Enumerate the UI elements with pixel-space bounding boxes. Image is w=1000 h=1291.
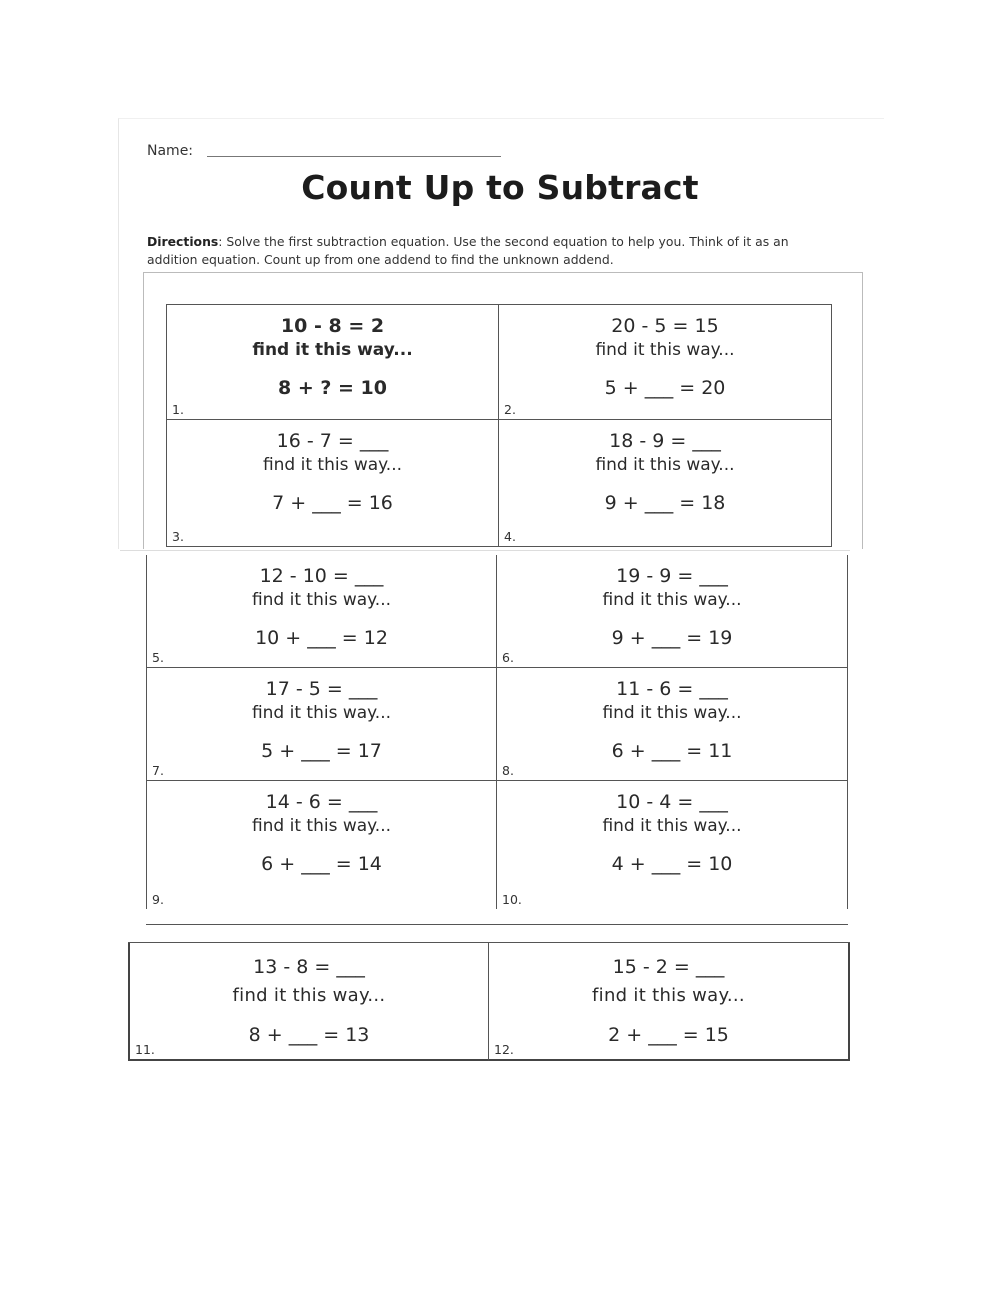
section-divider bbox=[120, 550, 850, 551]
problem-number: 5. bbox=[152, 650, 164, 665]
addition-equation: 2 + ___ = 15 bbox=[608, 1024, 729, 1046]
problem-number: 2. bbox=[504, 402, 516, 417]
addition-equation: 5 + ___ = 20 bbox=[604, 377, 726, 399]
problem-number: 1. bbox=[172, 402, 184, 417]
addition-equation: 10 + ___ = 12 bbox=[255, 627, 388, 649]
problem-number: 7. bbox=[152, 763, 164, 778]
hint-text: find it this way... bbox=[602, 703, 742, 723]
problem-cell bbox=[146, 668, 497, 781]
addition-equation: 6 + ___ = 14 bbox=[261, 853, 382, 875]
section-divider bbox=[146, 924, 848, 925]
hint-text: find it this way... bbox=[251, 703, 392, 723]
problem-cell bbox=[146, 781, 497, 909]
hint-text: find it this way... bbox=[252, 340, 413, 360]
problem-cell bbox=[499, 420, 832, 547]
directions-text: : Solve the first subtraction equation. Use the second equation to help you. Think of it as an addition equation. Count up from one addend to find the unknown addend. bbox=[147, 234, 789, 267]
hint-text: find it this way... bbox=[602, 816, 742, 836]
addition-equation: 7 + ___ = 16 bbox=[272, 492, 393, 514]
hint-text: find it this way... bbox=[251, 816, 392, 836]
subtraction-equation: 17 - 5 = ___ bbox=[265, 678, 378, 700]
problem-cell bbox=[128, 943, 489, 1061]
addition-equation: 9 + ___ = 19 bbox=[611, 627, 733, 649]
hint-text: find it this way... bbox=[595, 340, 735, 360]
subtraction-equation: 20 - 5 = 15 bbox=[611, 315, 719, 337]
subtraction-equation: 10 - 4 = ___ bbox=[616, 791, 728, 813]
name-label: Name: bbox=[147, 143, 194, 159]
problem-cell bbox=[497, 781, 848, 909]
problem-grid-top bbox=[166, 304, 832, 547]
worksheet-title: Count Up to Subtract bbox=[301, 168, 699, 207]
problem-grid-bottom bbox=[128, 942, 850, 1061]
problem-cell bbox=[166, 420, 499, 547]
hint-text: find it this way... bbox=[251, 590, 392, 610]
addition-equation: 8 + ? = 10 bbox=[278, 377, 387, 399]
problem-number: 6. bbox=[502, 650, 514, 665]
problem-number: 11. bbox=[135, 1042, 155, 1057]
problem-number: 12. bbox=[494, 1042, 514, 1057]
hint-text: find it this way... bbox=[232, 985, 386, 1006]
problem-cell bbox=[497, 555, 848, 668]
subtraction-equation: 14 - 6 = ___ bbox=[265, 791, 378, 813]
problem-cell bbox=[497, 668, 848, 781]
subtraction-equation: 10 - 8 = 2 bbox=[280, 315, 385, 337]
problem-cell bbox=[489, 943, 850, 1061]
addition-equation: 8 + ___ = 13 bbox=[248, 1024, 370, 1046]
addition-equation: 5 + ___ = 17 bbox=[261, 740, 382, 762]
problem-number: 8. bbox=[502, 763, 514, 778]
subtraction-equation: 16 - 7 = ___ bbox=[276, 430, 389, 452]
subtraction-equation: 15 - 2 = ___ bbox=[612, 956, 725, 978]
hint-text: find it this way... bbox=[595, 455, 735, 475]
subtraction-equation: 12 - 10 = ___ bbox=[259, 565, 384, 587]
problem-grid-middle bbox=[146, 555, 848, 909]
name-field[interactable] bbox=[207, 156, 501, 157]
addition-equation: 9 + ___ = 18 bbox=[604, 492, 726, 514]
subtraction-equation: 18 - 9 = ___ bbox=[609, 430, 721, 452]
addition-equation: 4 + ___ = 10 bbox=[611, 853, 733, 875]
subtraction-equation: 11 - 6 = ___ bbox=[616, 678, 728, 700]
problem-number: 4. bbox=[504, 529, 516, 544]
subtraction-equation: 19 - 9 = ___ bbox=[616, 565, 728, 587]
addition-equation: 6 + ___ = 11 bbox=[611, 740, 733, 762]
directions bbox=[147, 233, 827, 269]
problem-cell bbox=[166, 305, 499, 420]
problem-cell bbox=[146, 555, 497, 668]
directions-label: Directions bbox=[147, 234, 219, 249]
subtraction-equation: 13 - 8 = ___ bbox=[253, 956, 365, 978]
hint-text: find it this way... bbox=[592, 985, 745, 1006]
problem-number: 10. bbox=[502, 892, 522, 907]
problem-number: 3. bbox=[172, 529, 184, 544]
problem-number: 9. bbox=[152, 892, 164, 907]
hint-text: find it this way... bbox=[602, 590, 742, 610]
hint-text: find it this way... bbox=[262, 455, 403, 475]
problem-cell bbox=[499, 305, 832, 420]
